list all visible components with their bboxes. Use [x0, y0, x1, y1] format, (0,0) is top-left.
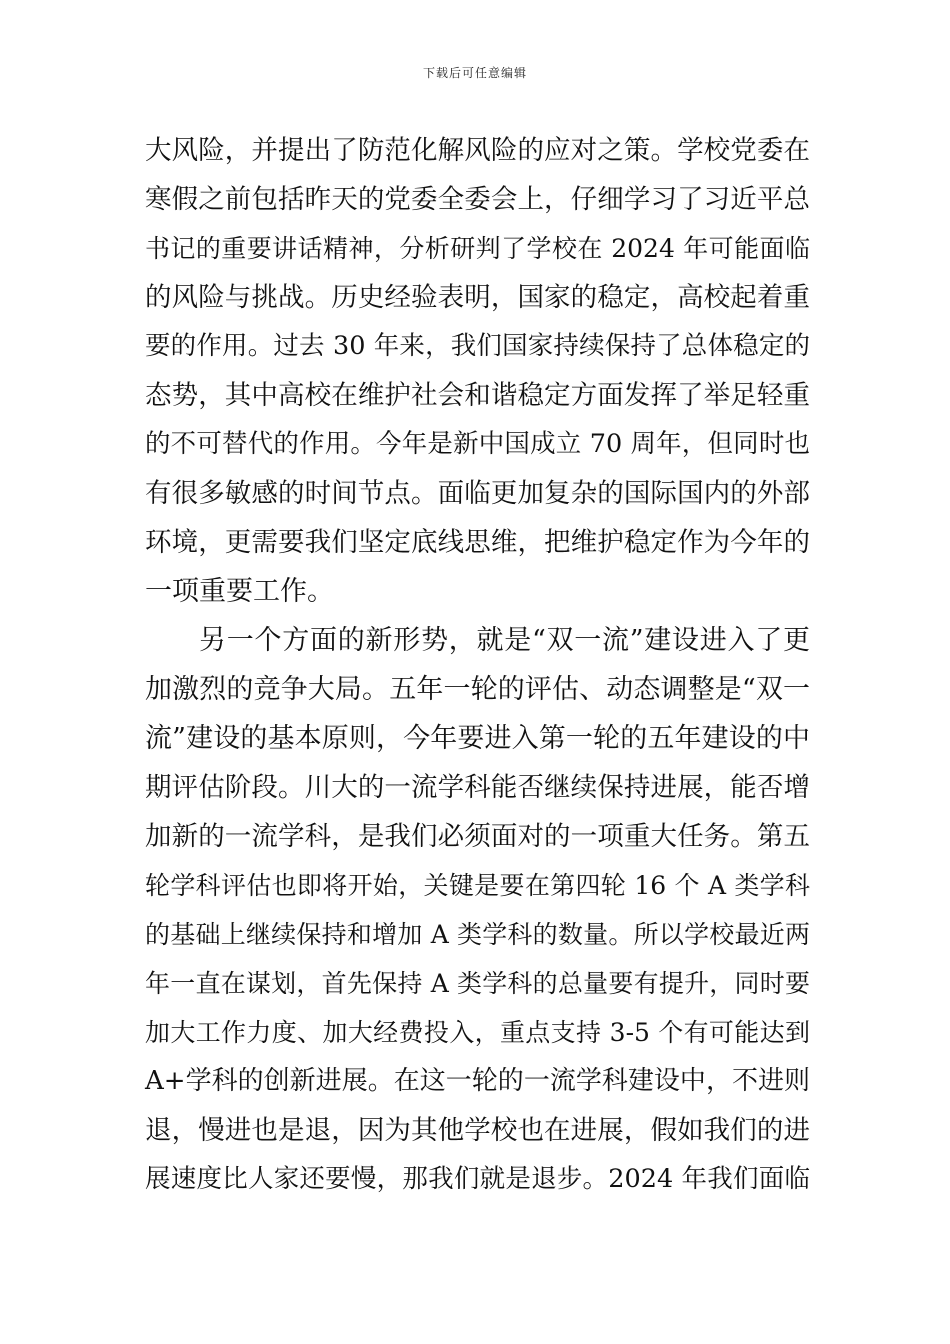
text-line: 书记的重要讲话精神，分析研判了学校在 2024 年可能面临 [145, 234, 810, 263]
text-line: 加新的一流学科，是我们必须面对的一项重大任务。第五 [145, 821, 810, 852]
document-body [145, 126, 810, 1204]
text-line: 轮学科评估也即将开始，关键是要在第四轮 16 个 A 类学科 [145, 871, 810, 900]
text-line: 大风险，并提出了防范化解风险的应对之策。学校党委在 [145, 135, 810, 166]
text-line: 的不可替代的作用。今年是新中国成立 70 周年，但同时也 [145, 429, 810, 459]
text-line: 环境，更需要我们坚定底线思维，把维护稳定作为今年的 [145, 527, 810, 558]
paragraph [145, 126, 810, 616]
text-line: 另一个方面的新形势，就是“双一流”建设进入了更 [199, 625, 810, 656]
text-line: 年一直在谋划，首先保持 A 类学科的总量要有提升，同时要 [145, 969, 810, 998]
text-line: 要的作用。过去 30 年来，我们国家持续保持了总体稳定的 [145, 331, 810, 361]
text-line: 的基础上继续保持和增加 A 类学科的数量。所以学校最近两 [145, 920, 810, 949]
text-line: 的风险与挑战。历史经验表明，国家的稳定，高校起着重 [145, 282, 810, 313]
text-line: 期评估阶段。川大的一流学科能否继续保持进展，能否增 [145, 772, 810, 803]
text-line: 流”建设的基本原则，今年要进入第一轮的五年建设的中 [145, 723, 810, 754]
text-line: 态势，其中高校在维护社会和谐稳定方面发挥了举足轻重 [145, 380, 810, 411]
text-line: 加大工作力度、加大经费投入，重点支持 3-5 个有可能达到 [145, 1018, 810, 1047]
paragraph [145, 616, 810, 1204]
text-line: 加激烈的竞争大局。五年一轮的评估、动态调整是“双一 [145, 674, 810, 705]
text-line: 寒假之前包括昨天的党委全委会上，仔细学习了习近平总 [145, 184, 810, 215]
page-header-note: 下载后可任意编辑 [422, 66, 527, 80]
text-line: 一项重要工作。 [145, 576, 334, 607]
text-line: 有很多敏感的时间节点。面临更加复杂的国际国内的外部 [145, 478, 810, 509]
text-line: 退，慢进也是退，因为其他学校也在进展，假如我们的进 [145, 1115, 810, 1146]
text-line: 展速度比人家还要慢，那我们就是退步。2024 年我们面临 [145, 1164, 810, 1194]
text-line: A+学科的创新进展。在这一轮的一流学科建设中，不进则 [145, 1066, 810, 1096]
